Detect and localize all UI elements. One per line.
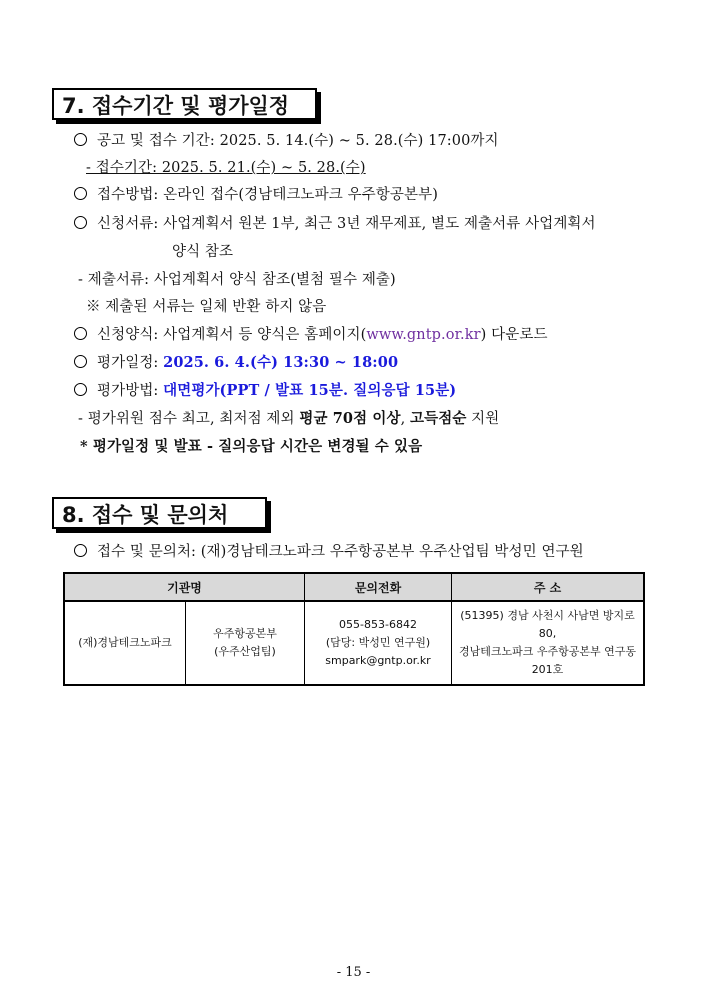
documents-item-continued: 양식 참조 [172, 244, 234, 260]
phone-number: 055-853-6842 [339, 618, 417, 631]
email[interactable]: smpark@gntp.or.kr [325, 654, 431, 667]
manager: (담당: 박성민 연구원) [325, 636, 431, 649]
schedule-item: 평가일정: 2025. 6. 4.(수) 13:30 ~ 18:00 [74, 353, 398, 373]
schedule-value: 2025. 6. 4.(수) 13:30 ~ 18:00 [163, 354, 399, 371]
circle-bullet-icon [74, 133, 87, 146]
page-number: - 15 - [336, 965, 371, 980]
contact-table [63, 572, 645, 686]
table-row [64, 601, 644, 685]
contact-line: 접수 및 문의처: (재)경남테크노파크 우주항공본부 우주산업팀 박성민 연구원 [74, 542, 584, 562]
notice-period-item: 공고 및 접수 기간: 2025. 5. 14.(수) ~ 5. 28.(수) 17:00까지 [74, 131, 499, 151]
header-address: 주 소 [452, 573, 645, 601]
dept-cell: 우주항공본부 (우주산업팀) [186, 601, 305, 685]
application-period-item: - 접수기간: 2025. 5. 21.(수) ~ 5. 28.(수) [86, 160, 366, 176]
circle-bullet-icon [74, 327, 87, 340]
section-8-title: 8. 접수 및 문의처 [62, 503, 229, 527]
address-cell: (51395) 경남 사천시 사남면 방지로 80, 경남테크노파크 우주항공본부 연구동 201호 [452, 601, 645, 685]
header-phone: 문의전화 [305, 573, 452, 601]
circle-bullet-icon [74, 383, 87, 396]
scoring-item: - 평가위원 점수 최고, 최저점 제외 평균 70점 이상, 고득점순 지원 [78, 410, 500, 427]
section-7-title: 7. 접수기간 및 평가일정 [62, 94, 290, 118]
header-org: 기관명 [64, 573, 305, 601]
no-return-note: ※ 제출된 서류는 일체 반환 하지 않음 [86, 299, 327, 315]
phone-cell [305, 601, 452, 685]
homepage-link[interactable]: www.gntp.or.kr [366, 327, 481, 343]
circle-bullet-icon [74, 355, 87, 368]
method-item: 접수방법: 온라인 접수(경남테크노파크 우주항공본부) [74, 185, 438, 205]
form-item: 신청양식: 사업계획서 등 양식은 홈페이지(www.gntp.or.kr) 다운로드 [74, 325, 548, 345]
documents-item: 신청서류: 사업계획서 원본 1부, 최근 3년 재무제표, 별도 제출서류 사업계획서 [74, 214, 596, 234]
eval-method-value: 대면평가(PPT / 발표 15분. 질의응답 15분) [163, 382, 457, 399]
circle-bullet-icon [74, 544, 87, 557]
org-cell: (재)경남테크노파크 [64, 601, 186, 685]
schedule-change-note: * 평가일정 및 발표 - 질의응답 시간은 변경될 수 있음 [80, 438, 423, 455]
submission-item: - 제출서류: 사업계획서 양식 참조(별첨 필수 제출) [78, 272, 396, 288]
circle-bullet-icon [74, 216, 87, 229]
section-7-heading [52, 88, 317, 120]
eval-method-item: 평가방법: 대면평가(PPT / 발표 15분. 질의응답 15분) [74, 381, 456, 401]
circle-bullet-icon [74, 187, 87, 200]
section-8-heading [52, 497, 267, 529]
